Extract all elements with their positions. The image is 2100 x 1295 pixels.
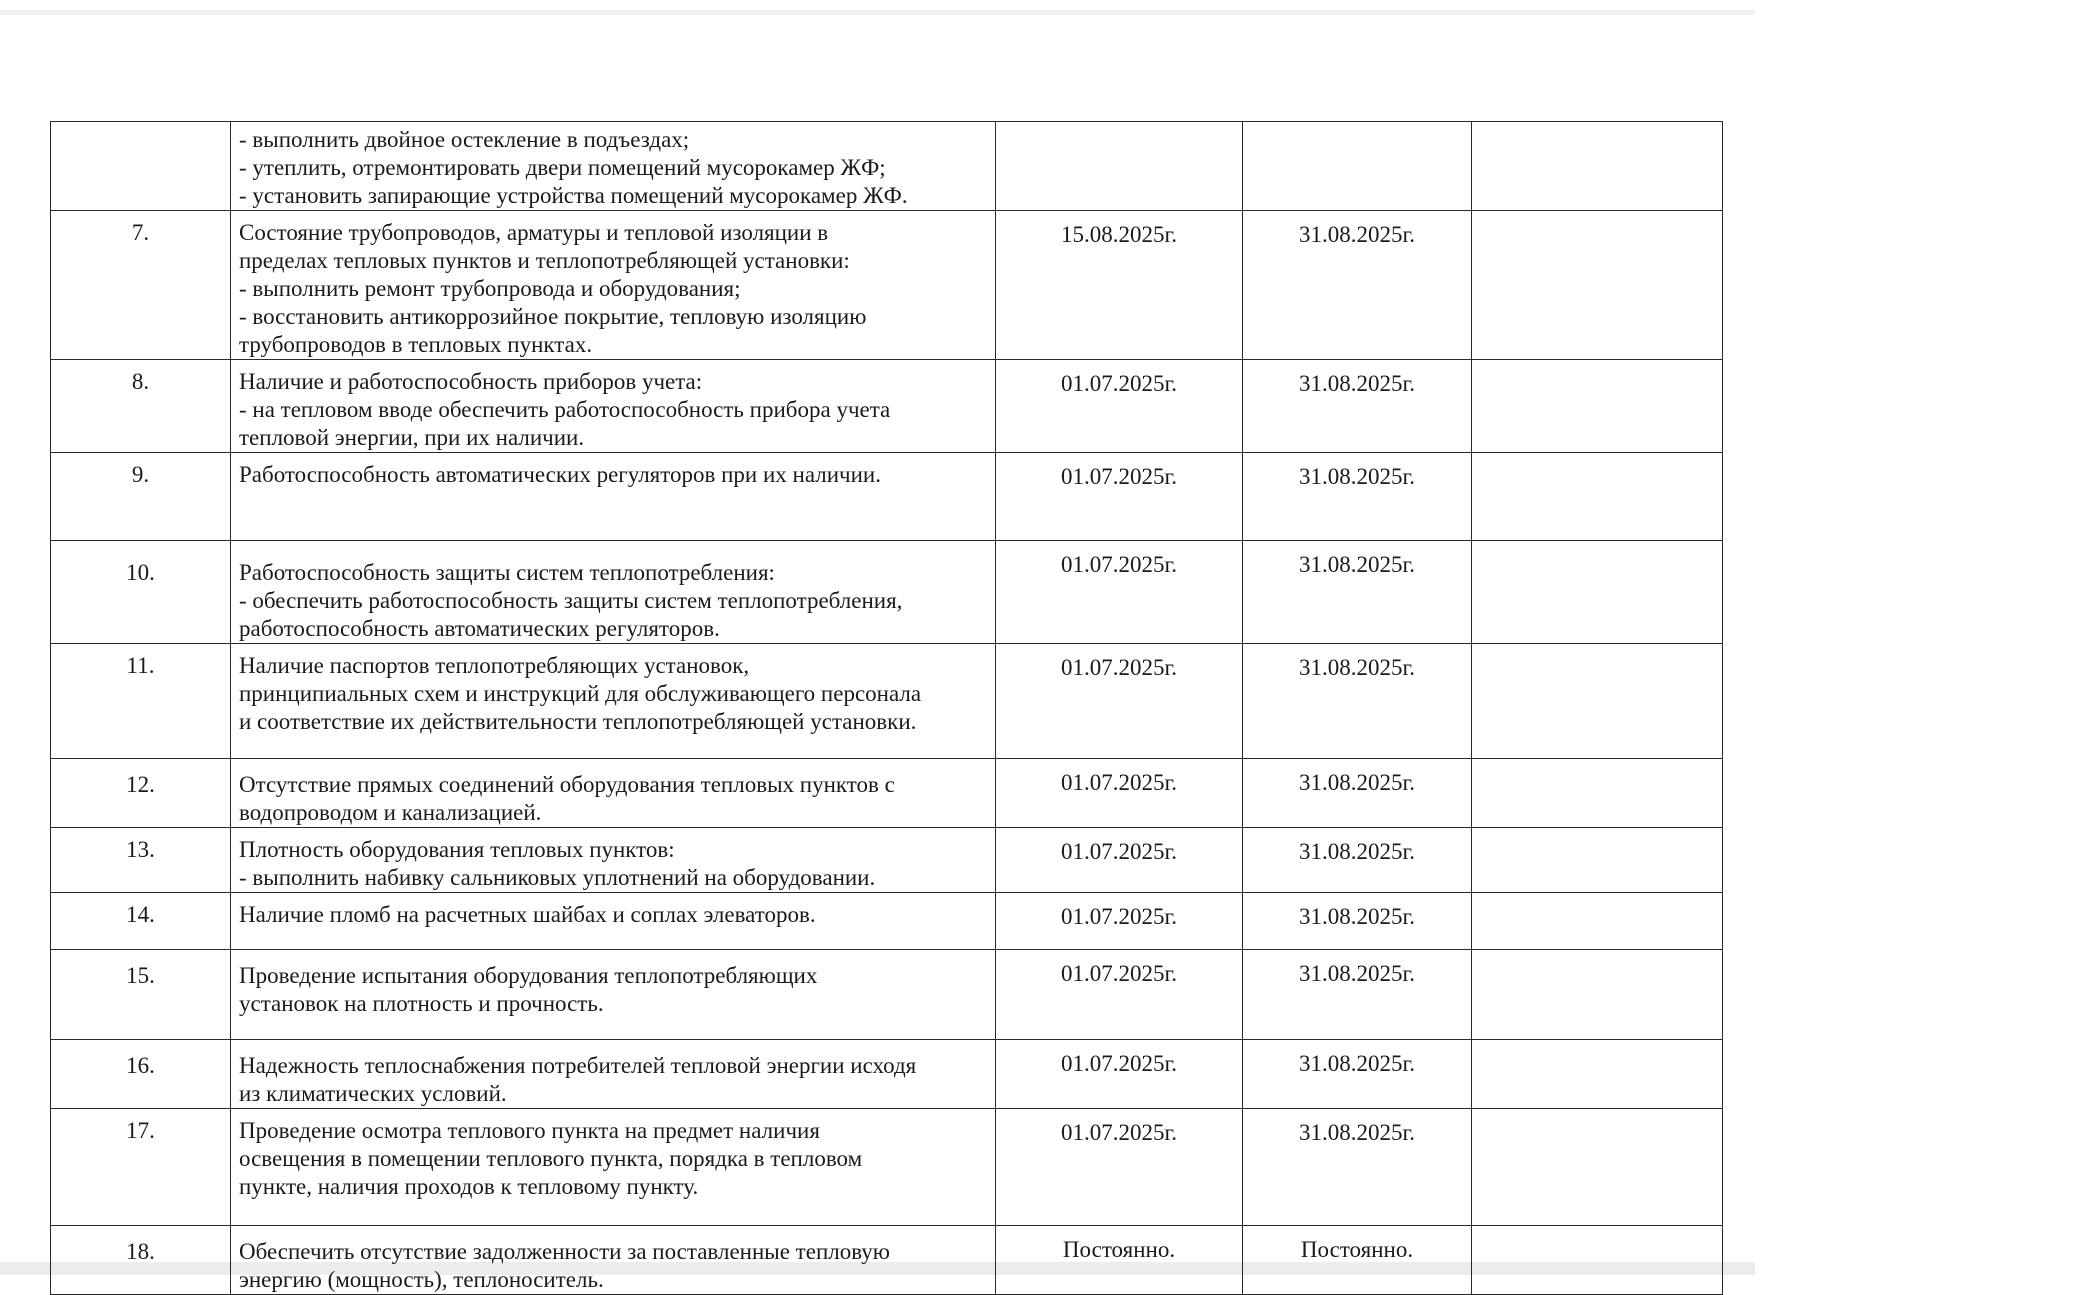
table-row xyxy=(51,893,1723,950)
end-date: 31.08.2025г. xyxy=(1243,950,1472,1040)
measure-description xyxy=(231,950,996,1040)
measure-description xyxy=(231,541,996,644)
row-number: 10. xyxy=(51,541,231,644)
description-line: из климатических условий. xyxy=(239,1081,507,1106)
table-row xyxy=(51,453,1723,541)
end-date: 31.08.2025г. xyxy=(1243,759,1472,828)
note-cell xyxy=(1472,1109,1723,1226)
start-date: 01.07.2025г. xyxy=(996,1040,1243,1109)
table-row xyxy=(51,1040,1723,1109)
end-date: 31.08.2025г. xyxy=(1243,541,1472,644)
description-line: Наличие и работоспособность приборов учета: xyxy=(239,369,703,394)
end-date: Постоянно. xyxy=(1243,1226,1472,1295)
row-number: 17. xyxy=(51,1109,231,1226)
description-line: - восстановить антикоррозийное покрытие, тепловую изоляцию xyxy=(239,304,867,329)
description-line: Работоспособность защиты систем теплопотребления: xyxy=(239,560,775,585)
start-date: 01.07.2025г. xyxy=(996,1109,1243,1226)
start-date: 01.07.2025г. xyxy=(996,360,1243,453)
measure-description xyxy=(231,211,996,360)
end-date: 31.08.2025г. xyxy=(1243,828,1472,893)
description-line: принципиальных схем и инструкций для обслуживающего персонала xyxy=(239,681,922,706)
start-date: 01.07.2025г. xyxy=(996,644,1243,759)
description-line: Обеспечить отсутствие задолженности за поставленные тепловую xyxy=(239,1239,890,1264)
description-line: освещения в помещении теплового пункта, порядка в тепловом xyxy=(239,1146,863,1171)
description-line: Плотность оборудования тепловых пунктов: xyxy=(239,837,675,862)
description-line: Проведение осмотра теплового пункта на предмет наличия xyxy=(239,1118,820,1143)
scan-top-edge xyxy=(0,10,1755,15)
description-line: Надежность теплоснабжения потребителей тепловой энергии исходя xyxy=(239,1053,917,1078)
start-date: 01.07.2025г. xyxy=(996,828,1243,893)
measure-description xyxy=(231,759,996,828)
table-row xyxy=(51,1226,1723,1295)
note-cell xyxy=(1472,453,1723,541)
note-cell xyxy=(1472,541,1723,644)
end-date: 31.08.2025г. xyxy=(1243,211,1472,360)
measure-description xyxy=(231,453,996,541)
measure-description xyxy=(231,1226,996,1295)
table-row xyxy=(51,828,1723,893)
measure-description xyxy=(231,1109,996,1226)
row-number: 15. xyxy=(51,950,231,1040)
start-date: Постоянно. xyxy=(996,1226,1243,1295)
start-date: 01.07.2025г. xyxy=(996,759,1243,828)
description-line: пределах тепловых пунктов и теплопотребляющей установки: xyxy=(239,248,850,273)
description-line: - утеплить, отремонтировать двери помещений мусорокамер ЖФ; xyxy=(239,155,886,180)
row-number: 18. xyxy=(51,1226,231,1295)
measure-description xyxy=(231,122,996,211)
note-cell xyxy=(1472,759,1723,828)
description-line: Наличие паспортов теплопотребляющих установок, xyxy=(239,653,750,678)
end-date: 31.08.2025г. xyxy=(1243,360,1472,453)
description-line: водопроводом и канализацией. xyxy=(239,800,542,825)
row-number xyxy=(51,122,231,211)
measure-description xyxy=(231,893,996,950)
table-row xyxy=(51,644,1723,759)
table-row xyxy=(51,541,1723,644)
note-cell xyxy=(1472,1226,1723,1295)
description-line: Проведение испытания оборудования теплопотребляющих xyxy=(239,963,818,988)
measure-description xyxy=(231,1040,996,1109)
row-number: 16. xyxy=(51,1040,231,1109)
row-number: 8. xyxy=(51,360,231,453)
description-line: - выполнить двойное остекление в подъездах; xyxy=(239,127,690,152)
end-date: 31.08.2025г. xyxy=(1243,1040,1472,1109)
row-number: 13. xyxy=(51,828,231,893)
row-number: 9. xyxy=(51,453,231,541)
table-row xyxy=(51,1109,1723,1226)
description-line: Наличие пломб на расчетных шайбах и соплах элеваторов. xyxy=(239,902,816,927)
description-line: Состояние трубопроводов, арматуры и тепловой изоляции в xyxy=(239,220,829,245)
start-date: 15.08.2025г. xyxy=(996,211,1243,360)
description-line: Отсутствие прямых соединений оборудования тепловых пунктов с xyxy=(239,772,895,797)
note-cell xyxy=(1472,950,1723,1040)
measure-description xyxy=(231,828,996,893)
description-line: трубопроводов в тепловых пунктах. xyxy=(239,332,593,357)
note-cell xyxy=(1472,893,1723,950)
table-row xyxy=(51,211,1723,360)
note-cell xyxy=(1472,828,1723,893)
row-number: 14. xyxy=(51,893,231,950)
description-line: и соответствие их действительности теплопотребляющей установки. xyxy=(239,709,917,734)
end-date: 31.08.2025г. xyxy=(1243,453,1472,541)
table-row xyxy=(51,759,1723,828)
description-line: пункте, наличия проходов к тепловому пункту. xyxy=(239,1174,699,1199)
description-line: - установить запирающие устройства помещений мусорокамер ЖФ. xyxy=(239,183,908,208)
measures-table xyxy=(50,121,1723,1295)
end-date: 31.08.2025г. xyxy=(1243,644,1472,759)
measure-description xyxy=(231,360,996,453)
description-line: - выполнить ремонт трубопровода и оборудования; xyxy=(239,276,741,301)
description-line: энергию (мощность), теплоноситель. xyxy=(239,1267,604,1292)
table-row xyxy=(51,122,1723,211)
table-row xyxy=(51,950,1723,1040)
description-line: - выполнить набивку сальниковых уплотнений на оборудовании. xyxy=(239,865,876,890)
table-body xyxy=(51,122,1723,1295)
end-date xyxy=(1243,122,1472,211)
description-line: - на тепловом вводе обеспечить работоспособность прибора учета xyxy=(239,397,891,422)
row-number: 11. xyxy=(51,644,231,759)
row-number: 7. xyxy=(51,211,231,360)
table-row xyxy=(51,360,1723,453)
start-date: 01.07.2025г. xyxy=(996,950,1243,1040)
note-cell xyxy=(1472,211,1723,360)
note-cell xyxy=(1472,360,1723,453)
start-date: 01.07.2025г. xyxy=(996,453,1243,541)
description-line: - обеспечить работоспособность защиты систем теплопотребления, xyxy=(239,588,903,613)
start-date: 01.07.2025г. xyxy=(996,541,1243,644)
description-line: работоспособность автоматических регуляторов. xyxy=(239,616,720,641)
note-cell xyxy=(1472,122,1723,211)
description-line: Работоспособность автоматических регуляторов при их наличии. xyxy=(239,462,881,487)
end-date: 31.08.2025г. xyxy=(1243,1109,1472,1226)
end-date: 31.08.2025г. xyxy=(1243,893,1472,950)
start-date: 01.07.2025г. xyxy=(996,893,1243,950)
description-line: установок на плотность и прочность. xyxy=(239,991,604,1016)
row-number: 12. xyxy=(51,759,231,828)
note-cell xyxy=(1472,1040,1723,1109)
measure-description xyxy=(231,644,996,759)
note-cell xyxy=(1472,644,1723,759)
start-date xyxy=(996,122,1243,211)
description-line: тепловой энергии, при их наличии. xyxy=(239,425,585,450)
